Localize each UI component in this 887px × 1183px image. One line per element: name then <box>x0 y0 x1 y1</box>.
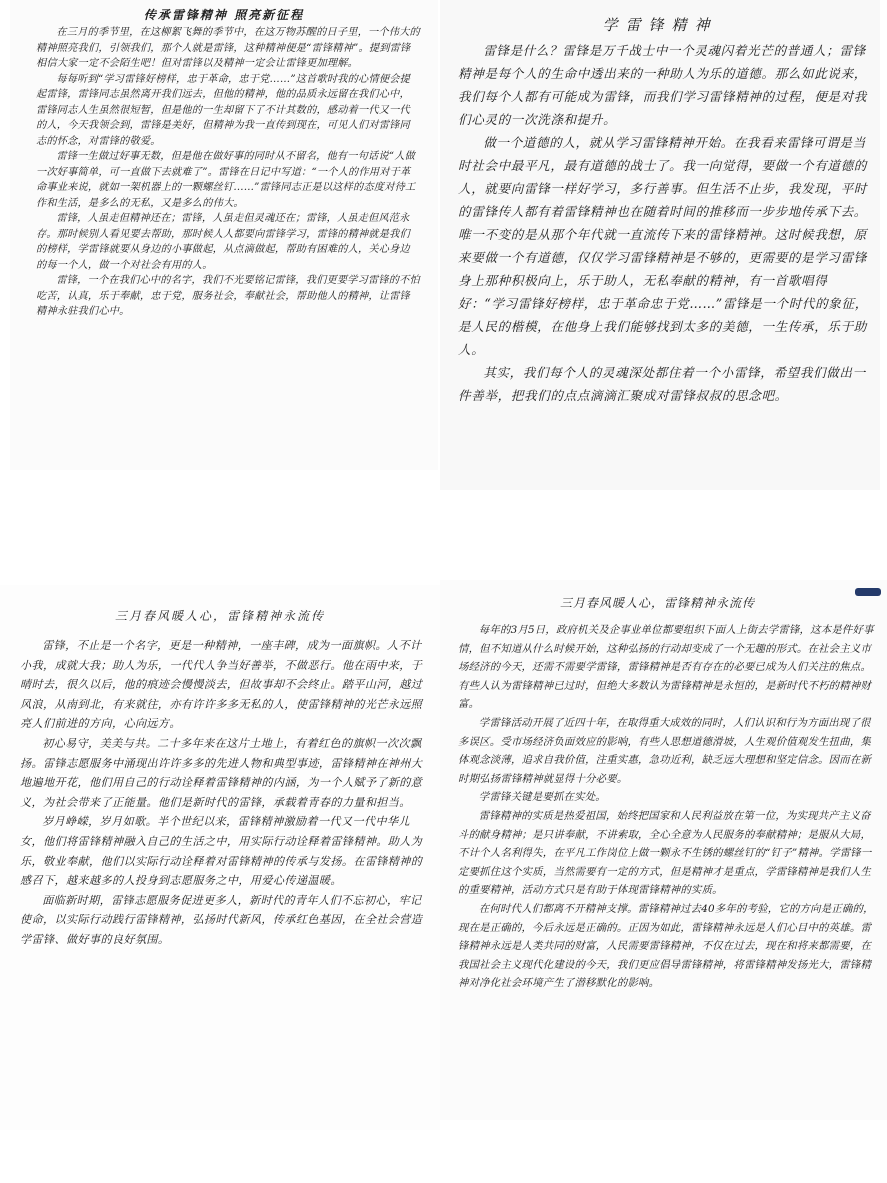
essay-page-4 <box>440 580 887 1120</box>
essay-3-paragraph: 雷锋，不止是一个名字，更是一种精神，一座丰碑，成为一面旗帜。人不计小我，成就大我；助人为乐，一代代人争当好善举，不做恶行。他在雨中来，于晴时去，很久以后，他的痕迹会慢慢淡去，但故事却不会终止。踏平山河，越过风浪，从南到北，有来就往，亦有许许多多无私的人，使雷锋精神的光芒永远照亮人们前进的方向，心向远方。 <box>20 639 423 731</box>
essay-2-title: 学雷锋精神 <box>602 16 718 34</box>
essay-3-paragraph: 初心易守，美美与共。二十多年来在这片土地上，有着红色的旗帜一次次飘扬。雷锋志愿服务中涌现出许许多多的先进人物和典型事迹，雷锋精神在神州大地遍地开花，他们用自己的行动诠释着雷锋精神的内涵，为一个人赋予了新的意义，为社会带来了正能量。他们是新时代的雷锋，承载着青春的力量和担当。 <box>20 736 423 809</box>
essay-2-paragraph: 其实，我们每个人的灵魂深处都住着一个小雷锋，希望我们做出一件善举，把我们的点点滴滴汇聚成对雷锋叔叔的思念吧。 <box>458 365 866 403</box>
essay-page-3 <box>0 585 440 1130</box>
essay-page-2 <box>440 0 880 490</box>
essay-4-paragraph: 每年的3月5日，政府机关及企事业单位都要组织下面人上街去学雷锋，这本是件好事情，但不知道从什么时候开始，这种弘扬的行动却变成了一个无趣的形式。在社会主义市场经济的今天，还需不需要学雷锋，雷锋精神是否有存在的必要已成为人们关注的焦点。有些人认为雷锋精神已过时，但绝大多数认为雷锋精神是永恒的，是新时代不朽的精神财富。 <box>458 624 874 711</box>
essay-1-paragraph: 雷锋，一个在我们心中的名字，我们不光要铭记雷锋，我们更要学习雷锋的不怕吃苦，认真，乐于奉献，忠于党，服务社会，奉献社会，帮助他人的精神，让雷锋精神永驻我们心中。 <box>36 275 420 317</box>
essay-3-paragraph: 岁月峥嵘，岁月如歌。半个世纪以来，雷锋精神激励着一代又一代中华儿女，他们将雷锋精神融入自己的生活之中，用实际行动诠释着雷锋精神。助人为乐，敬业奉献，他们以实际行动诠释着对雷锋精神的传承与发扬。在雷锋精神的感召下，越来越多的人投身到志愿服务之中，用爱心传递温暖。 <box>20 815 423 888</box>
essay-1-title: 传承雷锋精神 照亮新征程 <box>143 8 305 22</box>
corner-tab-mark <box>855 588 881 596</box>
essay-4-paragraph: 学雷锋活动开展了近四十年，在取得重大成效的同时，人们认识和行为方面出现了很多误区。受市场经济负面效应的影响，有些人思想道德滑坡，人生观价值观发生扭曲，集体观念淡薄，追求自我价值，注重实惠，急功近利，缺乏远大理想和坚定信念。因而在新时期弘扬雷锋精神就显得十分必要。 <box>458 716 872 785</box>
essay-4-paragraph: 在何时代人们都离不开精神支撑。雷锋精神过去40多年的考验，它的方向是正确的，现在是正确的，今后永远是正确的。正因为如此，雷锋精神永远是人们心目中的英雄。雷锋精神永远是人类共同的财富，人民需要雷锋精神，不仅在过去，现在和将来都需要，在我国社会主义现代化建设的今天，我们更应倡导雷锋精神，将雷锋精神发扬光大，雷锋精神对净化社会环境产生了潜移默化的影响。 <box>458 902 874 990</box>
essay-1-paragraph: 在三月的季节里，在这柳絮飞舞的季节中，在这万物苏醒的日子里，一个伟大的精神照亮我们，引领我们，那个人就是雷锋，这种精神便是“雷锋精神”。提到雷锋相信大家一定不会陌生吧！但对雷锋以及精神一定会让雷锋更加理解。 <box>36 27 420 69</box>
essay-4-paragraph: 学雷锋关键是要抓在实处。 <box>478 791 606 804</box>
essay-4-paragraph: 雷锋精神的实质是热爱祖国，始终把国家和人民利益放在第一位，为实现共产主义奋斗的献身精神；是只讲奉献，不讲索取，全心全意为人民服务的奉献精神；是服从大局，不计个人名利得失，在平凡工作岗位上做一颗永不生锈的螺丝钉的“钉子”精神。学雷锋一定要抓住这个实质，当然需要有一定的方式，但是精神才是重点，学雷锋精神是我们人生的重要精神，活动方式只是有助于体现雷锋精神的实质。 <box>458 809 872 897</box>
essay-1-paragraph: 雷锋，人虽走但精神还在；雷锋，人虽走但灵魂还在；雷锋，人虽走但风范永存。那时候别人看见要去帮助，那时候人人都要向雷锋学习，雷锋的精神就是我们的榜样，学雷锋就要从身边的小事做起，从点滴做起，帮助有困难的人，关心身边的每一个人，做一个对社会有用的人。 <box>36 213 410 271</box>
essay-3-paragraph: 面临新时期，雷锋志愿服务促进更多人，新时代的青年人们不忘初心，牢记使命，以实际行动践行雷锋精神，弘扬时代新风，传承红色基因，在全社会营造学雷锋、做好事的良好氛围。 <box>20 893 423 946</box>
essay-4-title: 三月春风暖人心，雷锋精神永流传 <box>560 596 756 610</box>
essay-2-paragraph: 做一个道德的人，就从学习雷锋精神开始。在我看来雷锋可谓是当时社会中最平凡，最有道德的战士了。我一向觉得，要做一个有道德的人，就要向雷锋一样好学习，多行善事。但生活不止步，我发现，平时的雷锋传人都有着雷锋精神也在随着时间的推移而一步步地传承下去。唯一不变的是从那个年代就一直流传下来的雷锋精神。这时候我想，原来要做一个有道德，仅仅学习雷锋精神是不够的，更需要的是学习雷锋身上那种积极向上，乐于助人，无私奉献的精神，有一首歌唱得好：“学习雷锋好榜样，忠于革命忠于党……”雷锋是一个时代的象征，是人民的楷模，在他身上我们能够找到太多的美德，一生传承，乐于助人。 <box>458 135 868 357</box>
essay-3-title: 三月春风暖人心，雷锋精神永流传 <box>114 609 325 623</box>
essay-1-paragraph: 每每听到“学习雷锋好榜样，忠于革命，忠于党……”这首歌时我的心情便会提起雷锋，雷锋同志虽然离开我们远去，但他的精神，他的品质永远留在我们心中，雷锋同志人生虽然很短暂，但是他的一生却留下了不计其数的，感动着一代又一代的人，今天我领会到，雷锋是美好，但精神为我一直传到现在，可见人们对雷锋同志的怀念，对雷锋的敬爱。 <box>36 73 410 147</box>
essay-1-paragraph: 雷锋一生做过好事无数，但是他在做好事的同时从不留名，他有一句话说“人做一次好事简单，可一直做下去就难了”。雷锋在日记中写道：“一个人的作用对于革命事业来说，就如一架机器上的一颗螺丝钉……”雷锋同志正是以这样的态度对待工作和生活，是多么的无私，又是多么的伟大。 <box>36 151 416 209</box>
essay-page-1 <box>10 0 438 470</box>
essay-2-paragraph: 雷锋是什么？雷锋是万千战士中一个灵魂闪着光芒的普通人；雷锋精神是每个人的生命中透出来的一种助人为乐的道德。那么如此说来，我们每个人都有可能成为雷锋，而我们学习雷锋精神的过程，便是对我们心灵的一次洗涤和提升。 <box>458 43 868 127</box>
